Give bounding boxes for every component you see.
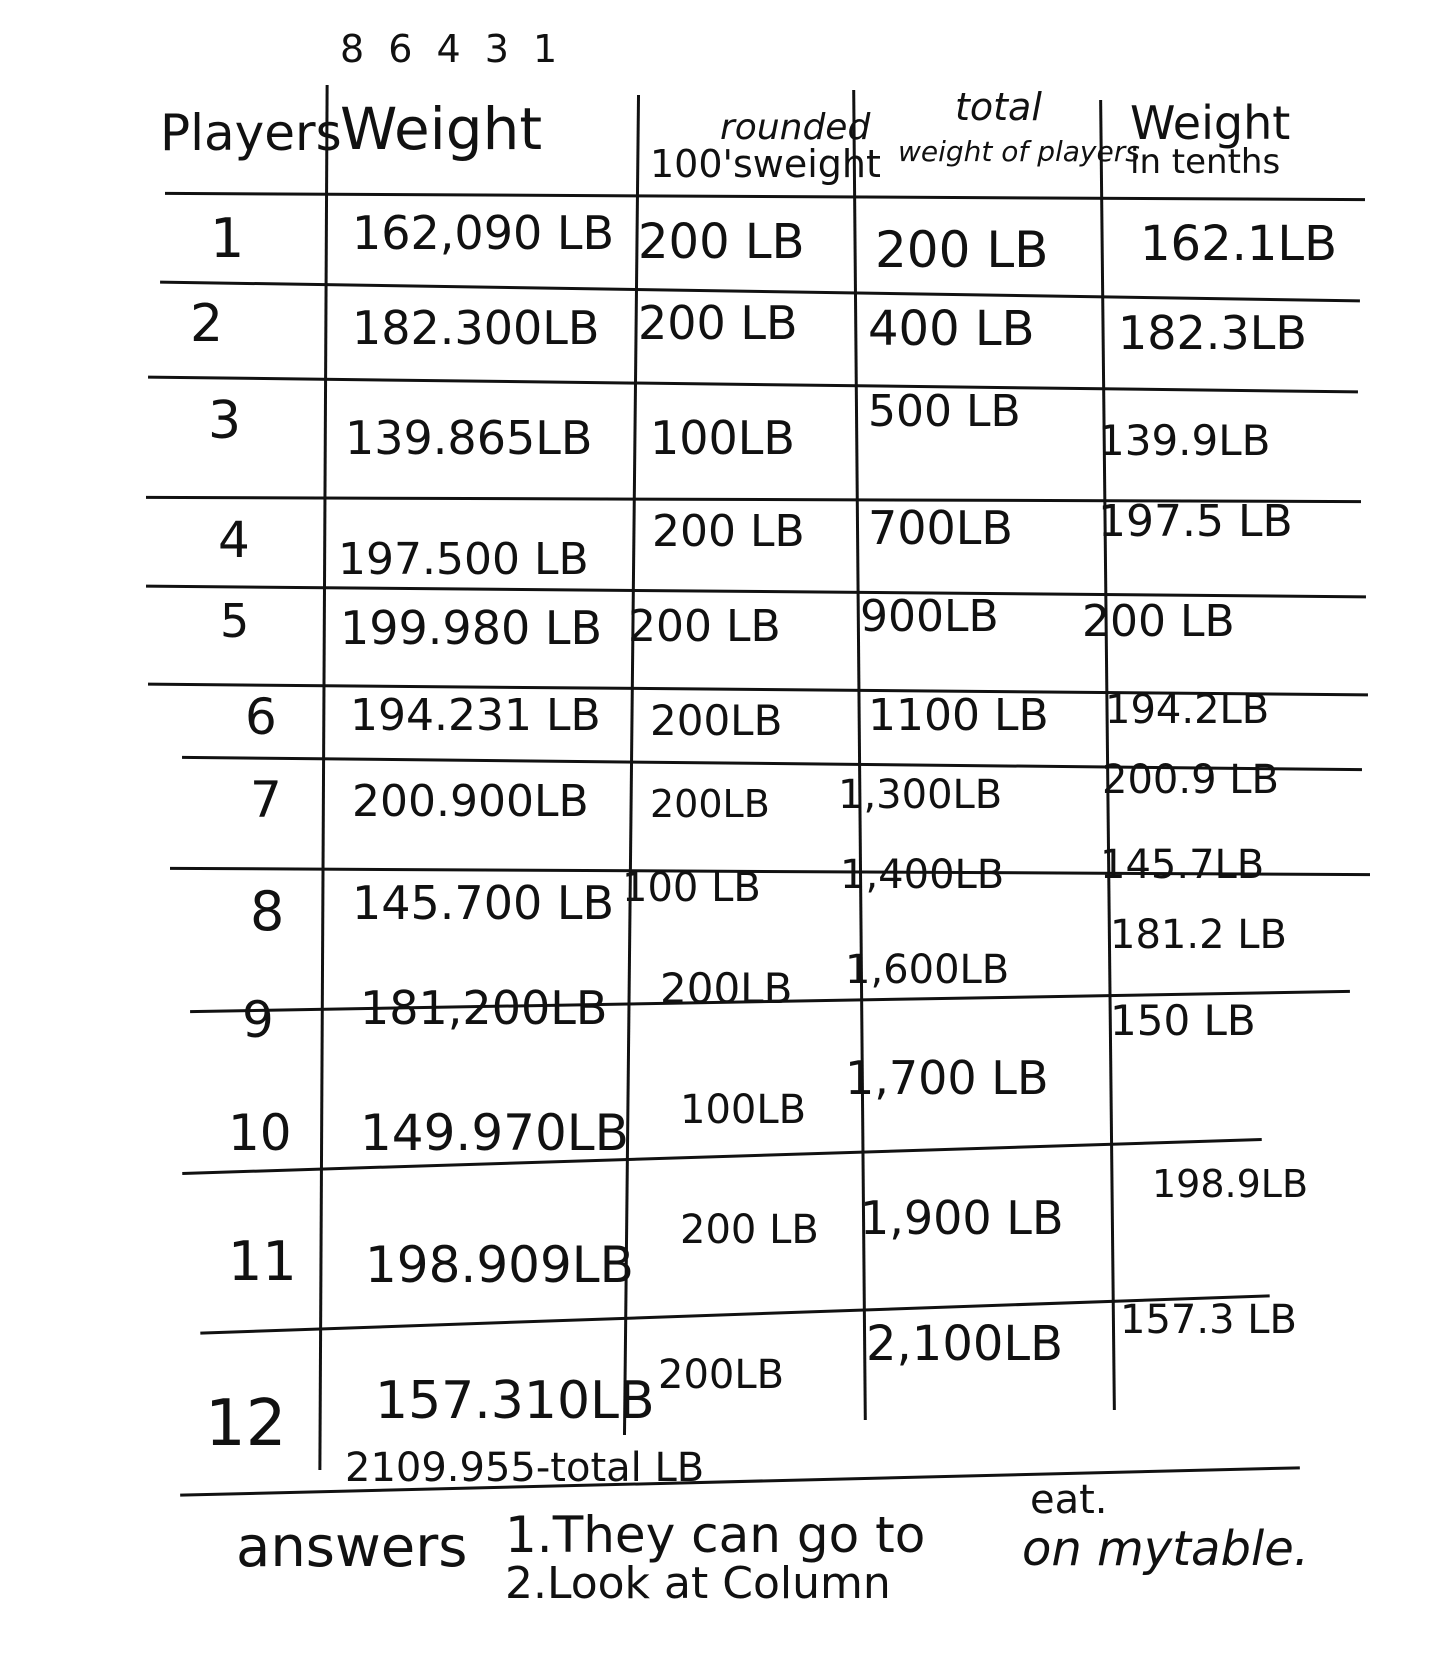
row-5-player: 5 xyxy=(220,594,250,648)
row-1-player: 1 xyxy=(210,207,245,270)
row-divider xyxy=(148,376,1358,394)
row-11-player: 11 xyxy=(228,1230,297,1293)
row-11-rounded: 200 LB xyxy=(680,1207,819,1253)
row-9-tenths: 181.2 LB xyxy=(1110,912,1287,958)
row-9-total: 1,600LB xyxy=(845,947,1010,993)
answers-label: answers xyxy=(236,1515,468,1580)
row-2-weight: 182.300LB xyxy=(352,301,600,355)
row-2-total: 400 LB xyxy=(868,301,1035,357)
row-3-weight: 139.865LB xyxy=(345,411,593,465)
row-divider xyxy=(200,1294,1269,1334)
row-9-weight: 181,200LB xyxy=(360,981,608,1035)
row-10-rounded: 100LB xyxy=(680,1087,807,1133)
row-8-tenths: 145.7LB xyxy=(1100,842,1265,888)
row-divider xyxy=(182,1138,1262,1175)
row-8-player: 8 xyxy=(250,880,285,943)
row-3-rounded: 100LB xyxy=(650,411,795,465)
row-12-player: 12 xyxy=(205,1387,287,1461)
row-4-rounded: 200 LB xyxy=(652,506,805,557)
row-12-tenths: 157.3 LB xyxy=(1120,1297,1297,1343)
row-4-weight: 197.500 LB xyxy=(338,534,589,585)
row-3-tenths: 139.9LB xyxy=(1098,416,1271,465)
row-8-total: 1,400LB xyxy=(840,852,1005,898)
total-weight-note: 2109.955-total LB xyxy=(345,1445,705,1491)
row-4-player: 4 xyxy=(218,511,250,569)
row-5-tenths: 200 LB xyxy=(1082,596,1235,647)
row-6-tenths: 194.2LB xyxy=(1105,687,1270,733)
header-hundreds-weight: 100'sweight xyxy=(650,142,881,186)
header-divider xyxy=(165,192,1365,201)
row-8-weight: 145.700 LB xyxy=(352,876,615,930)
header-weight-of-players: weight of players xyxy=(898,135,1140,168)
row-5-total: 900LB xyxy=(860,591,999,642)
header-players: Players xyxy=(160,104,342,162)
answer-2: 2.Look at Column xyxy=(505,1558,891,1609)
row-7-player: 7 xyxy=(250,771,282,829)
row-2-player: 2 xyxy=(190,294,224,354)
top-note: 8 6 4 3 1 xyxy=(340,27,564,71)
row-8-rounded: 100 LB xyxy=(622,865,761,911)
row-5-rounded: 200 LB xyxy=(628,601,781,652)
header-rounded: rounded xyxy=(720,107,871,148)
row-7-rounded: 200LB xyxy=(650,782,770,826)
header-total: total xyxy=(955,85,1042,129)
row-6-rounded: 200LB xyxy=(650,696,783,745)
row-4-total: 700LB xyxy=(868,501,1013,555)
row-3-total: 500 LB xyxy=(868,386,1021,437)
answer-1-start: 1.They can go to xyxy=(505,1506,926,1564)
row-2-rounded: 200 LB xyxy=(638,296,798,350)
row-3-player: 3 xyxy=(208,391,242,451)
row-6-weight: 194.231 LB xyxy=(350,690,601,741)
row-5-weight: 199.980 LB xyxy=(340,601,603,655)
header-in-tenths: in tenths xyxy=(1130,142,1281,182)
row-6-player: 6 xyxy=(245,688,277,746)
row-11-total: 1,900 LB xyxy=(860,1191,1064,1245)
header-weight-tenths: Weight xyxy=(1130,96,1291,150)
row-6-total: 1100 LB xyxy=(868,690,1049,741)
answer-1-end: on mytable. xyxy=(1022,1521,1310,1577)
row-1-weight: 162,090 LB xyxy=(352,206,615,260)
row-7-total: 1,300LB xyxy=(838,772,1003,818)
row-2-tenths: 182.3LB xyxy=(1118,306,1307,360)
row-11-weight: 198.909LB xyxy=(365,1236,634,1294)
row-12-rounded: 200LB xyxy=(658,1352,785,1398)
column-divider xyxy=(318,85,328,1470)
row-1-tenths: 162.1LB xyxy=(1140,216,1338,272)
row-9-rounded: 200LB xyxy=(660,964,793,1013)
row-10-player: 10 xyxy=(228,1104,292,1162)
row-7-tenths: 200.9 LB xyxy=(1102,757,1279,803)
row-1-rounded: 200 LB xyxy=(638,214,805,270)
row-11-tenths: 198.9LB xyxy=(1152,1162,1309,1206)
row-12-total: 2,100LB xyxy=(866,1316,1064,1372)
row-4-tenths: 197.5 LB xyxy=(1098,496,1293,547)
row-1-total: 200 LB xyxy=(875,221,1049,279)
row-10-total: 1,700 LB xyxy=(845,1051,1049,1105)
row-12-weight: 157.310LB xyxy=(375,1371,655,1431)
answer-1-eat: eat. xyxy=(1030,1477,1108,1523)
row-9-player: 9 xyxy=(242,991,274,1049)
row-7-weight: 200.900LB xyxy=(352,776,589,827)
header-weight: Weight xyxy=(340,95,543,163)
row-10-weight: 149.970LB xyxy=(360,1104,629,1162)
row-10-tenths: 150 LB xyxy=(1110,996,1256,1045)
